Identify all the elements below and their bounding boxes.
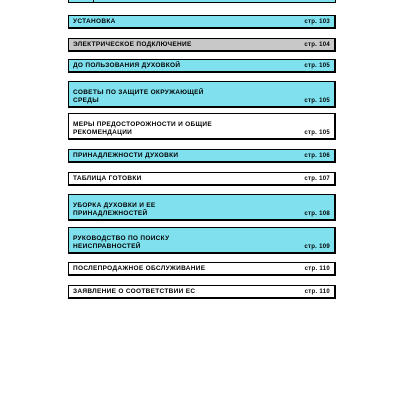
toc-item-page: стр. 107 [304,176,330,182]
toc-item-title: ТАБЛИЦА ГОТОВКИ [73,175,142,182]
toc-item-page: стр. 110 [304,289,330,295]
toc-item-ec-declaration[interactable] [68,285,336,299]
toc-item-title: ЭЛЕКТРИЧЕСКОЕ ПОДКЛЮЧЕНИЕ [73,41,192,48]
toc-item-accessories[interactable] [68,149,336,163]
toc-item-title: УСТАНОВКА [73,18,116,25]
toc-item-page: стр. 103 [304,19,330,25]
header-cell-right [94,0,336,3]
toc-item-service[interactable] [68,262,336,276]
toc-item-title: УБОРКА ДУХОВКИ И ЕЕ ПРИНАДЛЕЖНОСТЕЙ [73,202,156,217]
header-cell-left [68,0,94,3]
toc-item-cooking-table[interactable] [68,172,336,186]
toc-item-installation[interactable] [68,15,336,29]
toc-item-page: стр. 105 [304,63,330,69]
toc-item-title: ПОСЛЕПРОДАЖНОЕ ОБСЛУЖИВАНИЕ [73,265,206,272]
toc-header-strip [68,0,336,4]
toc-item-page: стр. 105 [304,98,330,104]
toc-item-page: стр. 106 [304,153,330,159]
toc-item-before-use[interactable] [68,59,336,73]
toc-item-page: стр. 105 [304,130,330,136]
toc-item-title: СОВЕТЫ ПО ЗАЩИТЕ ОКРУЖАЮЩЕЙ СРЕДЫ [73,89,204,104]
toc-item-title: ЗАЯВЛЕНИЕ О СООТВЕТСТВИИ ЕС [73,288,196,295]
toc-item-electrical[interactable] [68,38,336,52]
toc-item-precautions[interactable] [68,113,336,140]
toc-item-title: РУКОВОДСТВО ПО ПОИСКУ НЕИСПРАВНОСТЕЙ [73,235,170,250]
toc-item-cleaning[interactable] [68,194,336,221]
toc-item-page: стр. 110 [304,266,330,272]
toc-item-troubleshooting[interactable] [68,227,336,254]
toc-item-title: ПРИНАДЛЕЖНОСТИ ДУХОВКИ [73,152,179,159]
toc-item-page: стр. 109 [304,244,330,250]
toc-item-page: стр. 108 [304,211,330,217]
toc-item-environment[interactable] [68,81,336,108]
toc-item-title: МЕРЫ ПРЕДОСТОРОЖНОСТИ И ОБЩИЕ РЕКОМЕНДАЦИИ [73,121,213,136]
toc-item-page: стр. 104 [304,42,330,48]
toc-item-title: ДО ПОЛЬЗОВАНИЯ ДУХОВКОЙ [73,62,181,69]
